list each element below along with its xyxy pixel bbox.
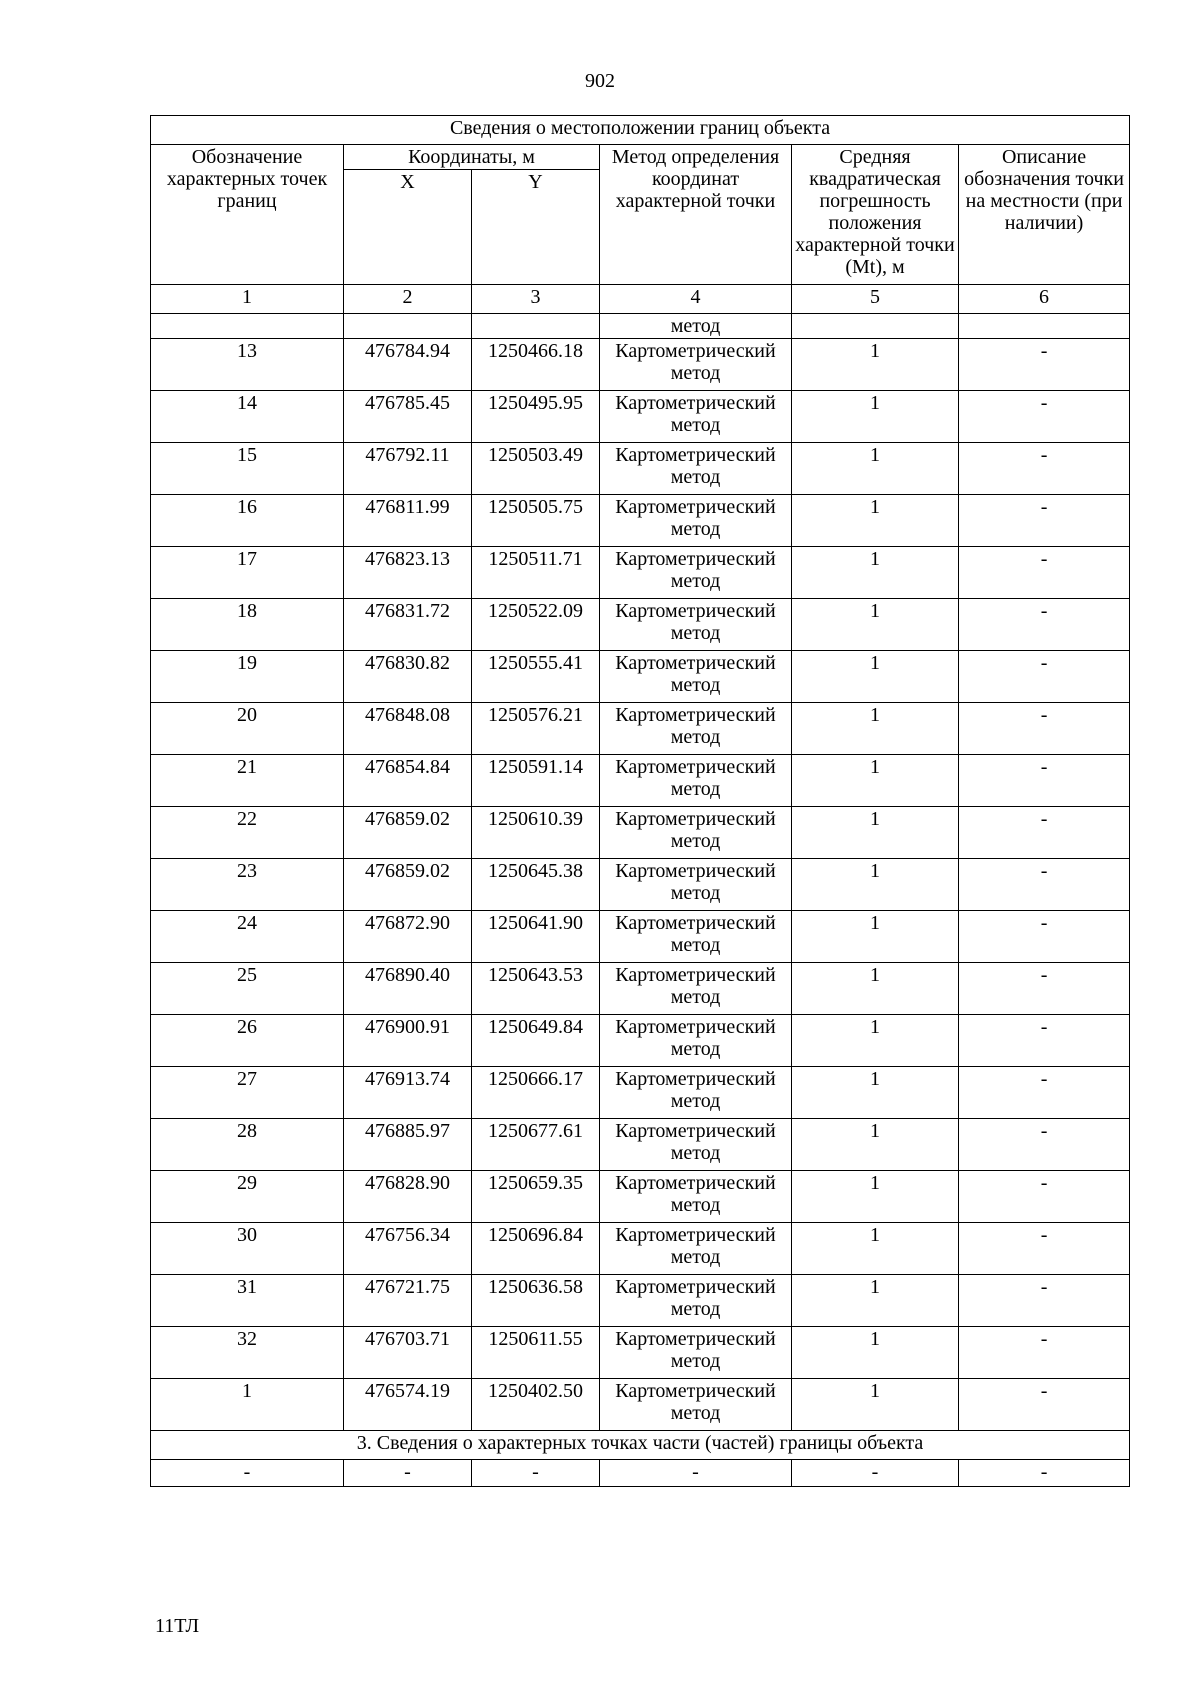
point-number: 1 [151,1379,344,1431]
header-row-1 [151,145,1130,170]
coord-y: 1250466.18 [472,339,600,391]
footer-code: 11ТЛ [155,1615,200,1637]
coord-y: 1250495.95 [472,391,600,443]
table-title: Сведения о местоположении границ объекта [151,116,1130,145]
method-line: Картометрический [615,548,776,570]
point-description: - [959,547,1130,599]
point-number: 21 [151,755,344,807]
point-description: - [959,755,1130,807]
table-row [151,1275,1130,1327]
continuation-method: метод [600,314,792,339]
method-line: Картометрический [615,1120,776,1142]
point-description: - [959,1275,1130,1327]
mt-value: 1 [792,963,959,1015]
mt-value: 1 [792,443,959,495]
point-description: - [959,1171,1130,1223]
header-x: X [344,170,472,285]
method [600,807,792,859]
table-row [151,1327,1130,1379]
coord-y: 1250610.39 [472,807,600,859]
point-number: 27 [151,1067,344,1119]
point-number: 29 [151,1171,344,1223]
mt-value: 1 [792,859,959,911]
point-description: - [959,911,1130,963]
table-row [151,911,1130,963]
point-number: 31 [151,1275,344,1327]
empty-value: - [600,1460,792,1487]
mt-value: 1 [792,703,959,755]
coord-x: 476890.40 [344,963,472,1015]
point-description: - [959,651,1130,703]
coord-y: 1250645.38 [472,859,600,911]
point-description: - [959,1379,1130,1431]
point-description: - [959,703,1130,755]
method-line: Картометрический [615,912,776,934]
method [600,339,792,391]
column-number-row [151,285,1130,314]
coord-y: 1250503.49 [472,443,600,495]
method-line: метод [670,1038,721,1060]
coord-y: 1250505.75 [472,495,600,547]
mt-value: 1 [792,651,959,703]
boundary-table [150,115,1130,1487]
header-y: Y [472,170,600,285]
method [600,599,792,651]
method-line: метод [670,674,721,696]
coord-y: 1250576.21 [472,703,600,755]
method [600,1015,792,1067]
continuation-row [151,314,1130,339]
method-line: Картометрический [615,1224,776,1246]
point-description: - [959,495,1130,547]
coord-x: 476703.71 [344,1327,472,1379]
point-description: - [959,1223,1130,1275]
point-description: - [959,963,1130,1015]
mt-value: 1 [792,1015,959,1067]
table-row [151,651,1130,703]
header-error: Средняя квадратическая погрешность положения характерной точки (Mt), м [792,145,959,285]
header-coordinates: Координаты, м [344,145,600,170]
method-line: метод [670,778,721,800]
method-line: Картометрический [615,808,776,830]
method-line: Картометрический [615,1328,776,1350]
empty-value: - [792,1460,959,1487]
coord-x: 476831.72 [344,599,472,651]
method-line: Картометрический [615,496,776,518]
method [600,1327,792,1379]
method [600,495,792,547]
point-description: - [959,443,1130,495]
point-number: 13 [151,339,344,391]
method-line: метод [670,1402,721,1424]
table-row [151,391,1130,443]
method [600,651,792,703]
coord-y: 1250511.71 [472,547,600,599]
method [600,1275,792,1327]
mt-value: 1 [792,1223,959,1275]
mt-value: 1 [792,547,959,599]
method-line: Картометрический [615,704,776,726]
section3-row [151,1431,1130,1460]
method-line: метод [670,1246,721,1268]
mt-value: 1 [792,1171,959,1223]
column-number: 2 [344,285,472,314]
coord-x: 476756.34 [344,1223,472,1275]
mt-value: 1 [792,1327,959,1379]
empty-value: - [472,1460,600,1487]
method-line: Картометрический [615,600,776,622]
point-description: - [959,807,1130,859]
coord-y: 1250611.55 [472,1327,600,1379]
method-line: метод [670,414,721,436]
header-description: Описание обозначения точки на местности (при наличии) [959,145,1130,285]
point-number: 28 [151,1119,344,1171]
empty-cell [472,314,600,339]
mt-value: 1 [792,599,959,651]
method [600,1067,792,1119]
empty-cell [344,314,472,339]
table-row [151,1223,1130,1275]
point-number: 19 [151,651,344,703]
method-line: Картометрический [615,340,776,362]
table-row [151,495,1130,547]
empty-cell [959,314,1130,339]
method [600,443,792,495]
coord-x: 476823.13 [344,547,472,599]
method-line: метод [670,570,721,592]
point-description: - [959,599,1130,651]
method-line: метод [670,1142,721,1164]
coord-x: 476854.84 [344,755,472,807]
mt-value: 1 [792,1119,959,1171]
empty-value: - [959,1460,1130,1487]
coord-y: 1250555.41 [472,651,600,703]
column-number: 1 [151,285,344,314]
point-number: 16 [151,495,344,547]
table-row [151,1067,1130,1119]
point-description: - [959,859,1130,911]
method-line: Картометрический [615,1276,776,1298]
section3-empty-row [151,1460,1130,1487]
method-line: метод [670,1090,721,1112]
point-number: 17 [151,547,344,599]
method-line: метод [670,622,721,644]
method-line: Картометрический [615,1068,776,1090]
coord-x: 476885.97 [344,1119,472,1171]
method [600,911,792,963]
method-line: Картометрический [615,652,776,674]
column-number: 3 [472,285,600,314]
point-description: - [959,1327,1130,1379]
header-method: Метод определения координат характерной точки [600,145,792,285]
page-number: 902 [585,70,615,92]
method-line: метод [670,362,721,384]
coord-x: 476721.75 [344,1275,472,1327]
table-row [151,1379,1130,1431]
coord-y: 1250643.53 [472,963,600,1015]
coord-x: 476811.99 [344,495,472,547]
table-row [151,443,1130,495]
table-row [151,599,1130,651]
table-row [151,755,1130,807]
mt-value: 1 [792,495,959,547]
point-description: - [959,339,1130,391]
point-number: 14 [151,391,344,443]
point-number: 26 [151,1015,344,1067]
coord-y: 1250649.84 [472,1015,600,1067]
table-row [151,1015,1130,1067]
point-number: 18 [151,599,344,651]
mt-value: 1 [792,339,959,391]
method-line: метод [670,726,721,748]
method [600,1119,792,1171]
method [600,1171,792,1223]
method [600,1223,792,1275]
method-line: Картометрический [615,964,776,986]
method [600,391,792,443]
mt-value: 1 [792,911,959,963]
point-number: 32 [151,1327,344,1379]
section3-title: 3. Сведения о характерных точках части (частей) границы объекта [151,1431,1130,1460]
coord-x: 476574.19 [344,1379,472,1431]
coord-y: 1250666.17 [472,1067,600,1119]
point-description: - [959,391,1130,443]
empty-cell [792,314,959,339]
method-line: метод [670,518,721,540]
coord-x: 476848.08 [344,703,472,755]
method [600,755,792,807]
coord-x: 476859.02 [344,807,472,859]
method-line: Картометрический [615,1172,776,1194]
table-row [151,859,1130,911]
method-line: Картометрический [615,444,776,466]
mt-value: 1 [792,755,959,807]
method [600,859,792,911]
point-number: 30 [151,1223,344,1275]
method-line: метод [670,1350,721,1372]
coord-x: 476830.82 [344,651,472,703]
table-row [151,339,1130,391]
mt-value: 1 [792,391,959,443]
table-row [151,807,1130,859]
method-line: метод [670,1298,721,1320]
method-line: Картометрический [615,860,776,882]
coord-x: 476828.90 [344,1171,472,1223]
table-row [151,963,1130,1015]
mt-value: 1 [792,1379,959,1431]
coord-y: 1250696.84 [472,1223,600,1275]
method-line: Картометрический [615,756,776,778]
mt-value: 1 [792,1275,959,1327]
method-line: Картометрический [615,1380,776,1402]
point-number: 25 [151,963,344,1015]
coord-x: 476792.11 [344,443,472,495]
coord-x: 476872.90 [344,911,472,963]
coord-x: 476900.91 [344,1015,472,1067]
coord-y: 1250402.50 [472,1379,600,1431]
point-number: 15 [151,443,344,495]
point-description: - [959,1067,1130,1119]
coord-y: 1250659.35 [472,1171,600,1223]
table-row [151,1119,1130,1171]
empty-value: - [344,1460,472,1487]
column-number: 5 [792,285,959,314]
method-line: метод [670,830,721,852]
point-description: - [959,1119,1130,1171]
point-number: 22 [151,807,344,859]
point-number: 23 [151,859,344,911]
table-row [151,547,1130,599]
header-designation: Обозначение характерных точек границ [151,145,344,285]
method [600,963,792,1015]
column-number: 4 [600,285,792,314]
table-title-row [151,116,1130,145]
point-number: 20 [151,703,344,755]
method-line: Картометрический [615,1016,776,1038]
coord-x: 476784.94 [344,339,472,391]
method [600,547,792,599]
coord-y: 1250677.61 [472,1119,600,1171]
table-row [151,703,1130,755]
method [600,1379,792,1431]
method-line: метод [670,986,721,1008]
coord-y: 1250641.90 [472,911,600,963]
mt-value: 1 [792,1067,959,1119]
point-description: - [959,1015,1130,1067]
method-line: метод [670,882,721,904]
method-line: метод [670,466,721,488]
point-number: 24 [151,911,344,963]
method-line: метод [670,1194,721,1216]
method-line: Картометрический [615,392,776,414]
mt-value: 1 [792,807,959,859]
empty-cell [151,314,344,339]
table-row [151,1171,1130,1223]
coord-y: 1250522.09 [472,599,600,651]
empty-value: - [151,1460,344,1487]
coord-y: 1250636.58 [472,1275,600,1327]
method-line: метод [670,934,721,956]
coord-y: 1250591.14 [472,755,600,807]
coord-x: 476785.45 [344,391,472,443]
coord-x: 476859.02 [344,859,472,911]
coord-x: 476913.74 [344,1067,472,1119]
column-number: 6 [959,285,1130,314]
method [600,703,792,755]
